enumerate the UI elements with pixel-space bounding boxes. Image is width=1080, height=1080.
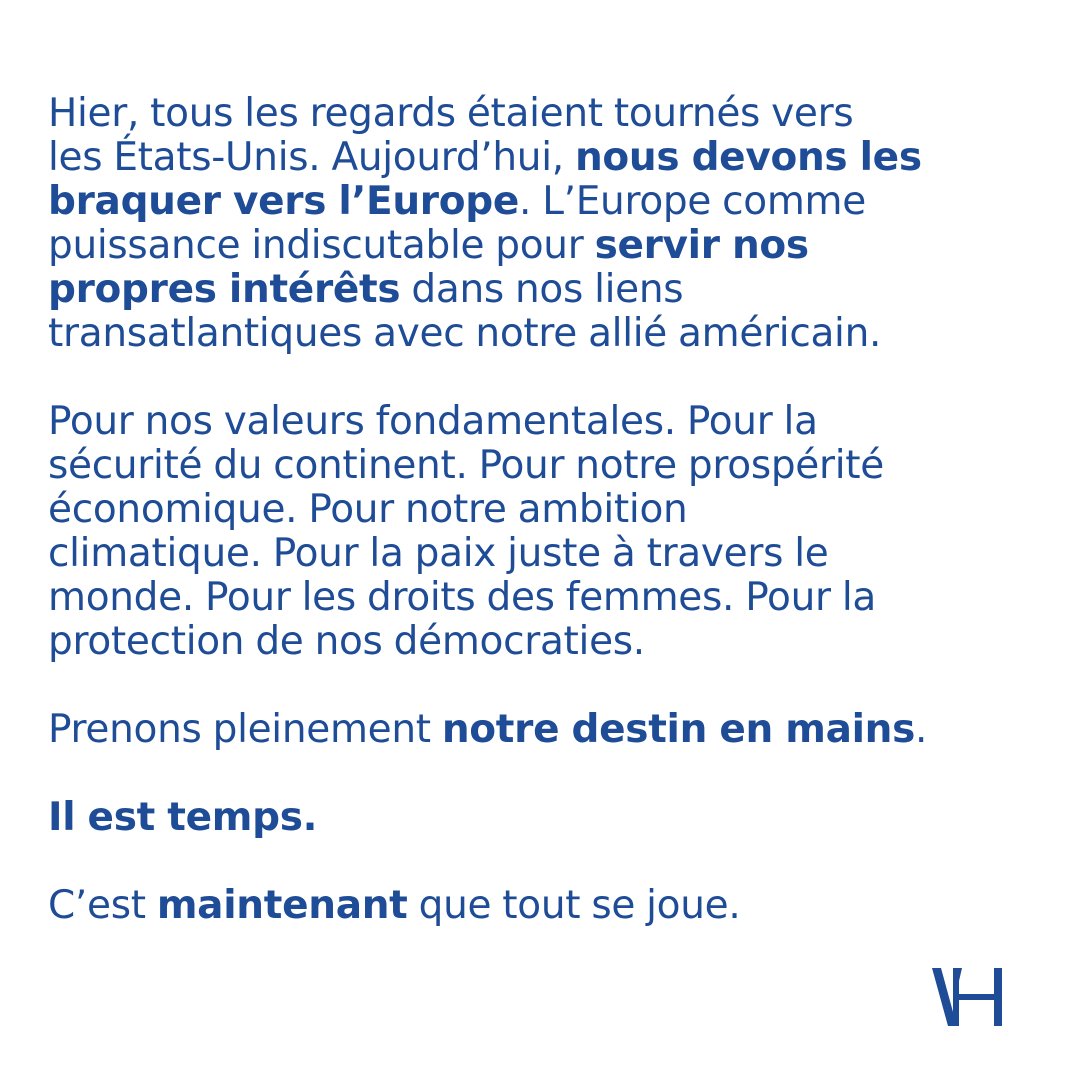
text-span: sécurité du continent. Pour notre prospérité [48,443,884,488]
text-line [48,92,1048,136]
bold-text: servir nos [594,223,809,268]
text-span: les États-Unis. Aujourd’hui, [48,135,575,180]
bold-text: propres intérêts [48,267,401,312]
text-span: que tout se joue. [407,883,741,928]
text-line [48,400,1048,444]
paragraph-2 [48,400,1048,664]
text-line [48,620,1048,664]
text-line [48,268,1048,312]
bold-text: notre destin en mains [441,707,916,752]
text-line [48,136,1048,180]
message-text [48,92,1048,972]
text-span: transatlantiques avec notre allié américain. [48,311,882,356]
paragraph-3 [48,708,1048,752]
text-span: puissance indiscutable pour [48,223,595,268]
bold-text: braquer vers l’Europe [48,179,519,224]
bold-text: Il est temps. [48,795,318,840]
text-span: Pour nos valeurs fondamentales. Pour la [48,399,818,444]
text-span: monde. Pour les droits des femmes. Pour la [48,575,876,620]
text-line [48,180,1048,224]
vh-logo [932,968,1012,1026]
bold-text: maintenant [156,883,408,928]
text-span: dans nos liens [400,267,684,312]
text-line [48,884,1048,928]
text-span: . [915,707,928,752]
text-span: protection de nos démocraties. [48,619,645,664]
text-line [48,532,1048,576]
paragraph-1 [48,92,1048,356]
text-line [48,576,1048,620]
text-line [48,444,1048,488]
text-span: Hier, tous les regards étaient tournés vers [48,91,854,136]
bold-text: nous devons les [574,135,922,180]
text-span: climatique. Pour la paix juste à travers le [48,531,829,576]
text-span: C’est [48,883,157,928]
text-span: économique. Pour notre ambition [48,487,688,532]
text-span: . L’Europe comme [519,179,866,224]
text-line [48,312,1048,356]
text-line [48,224,1048,268]
paragraph-4 [48,796,1048,840]
paragraph-5 [48,884,1048,928]
text-line [48,488,1048,532]
text-line [48,708,1048,752]
text-line [48,796,1048,840]
text-span: Prenons pleinement [48,707,442,752]
